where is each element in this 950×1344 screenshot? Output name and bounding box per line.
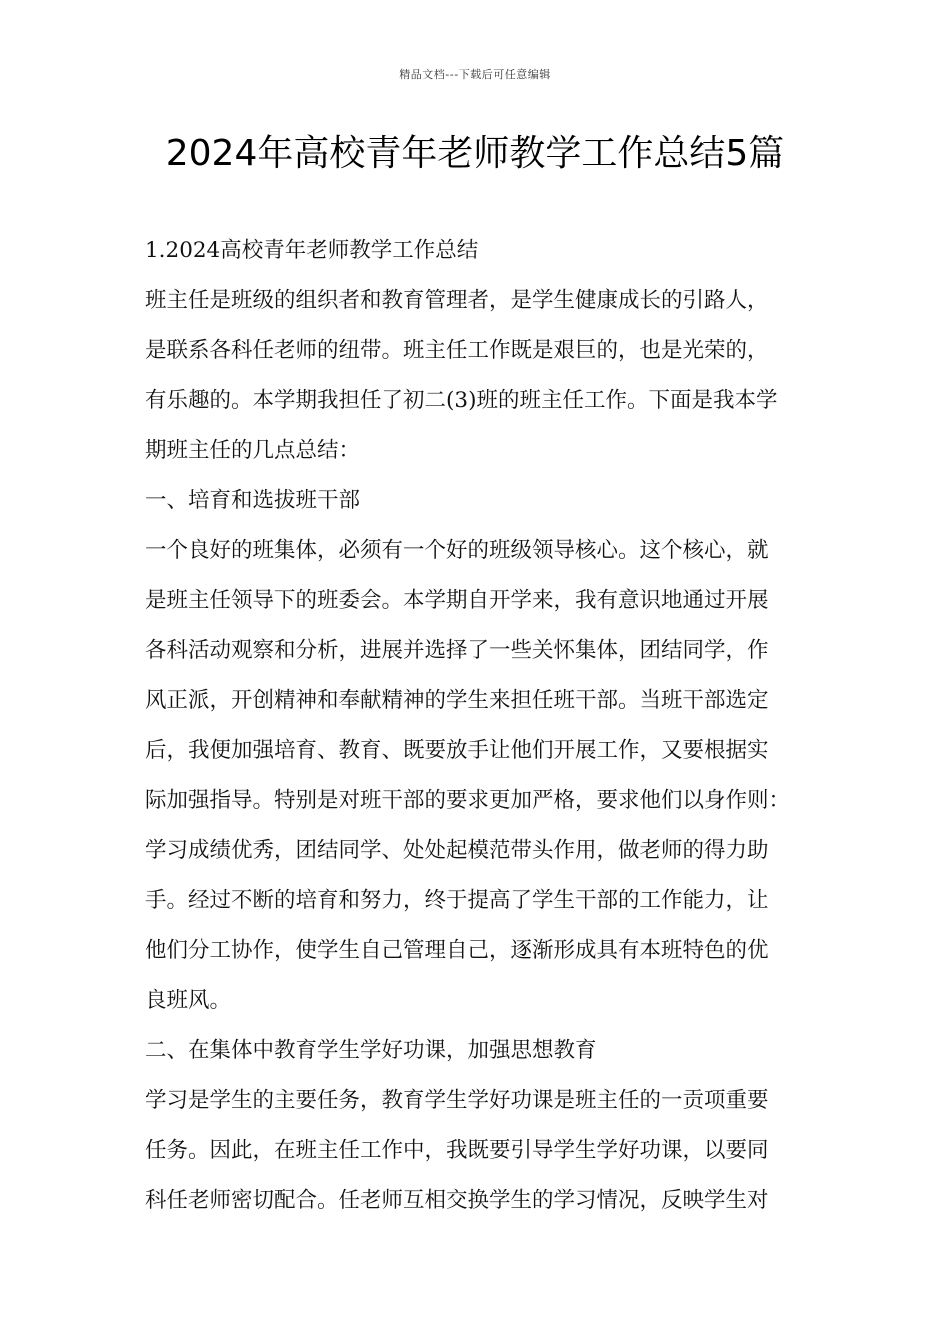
paragraph-line: 任务。因此，在班主任工作中，我既要引导学生学好功课，以要同 — [145, 1138, 769, 1163]
paragraph-line: 手。经过不断的培育和努力，终于提高了学生干部的工作能力，让 — [145, 888, 769, 913]
paragraph-line: 学习是学生的主要任务，教育学生学好功课是班主任的一贡项重要 — [145, 1088, 769, 1113]
paragraph-line: 际加强指导。特别是对班干部的要求更加严格，要求他们以身作则： — [145, 788, 791, 813]
document-body — [145, 226, 807, 1226]
paragraph-line: 是班主任领导下的班委会。本学期自开学来，我有意识地通过开展 — [145, 588, 769, 613]
section-heading: 二、在集体中教育学生学好功课，加强思想教育 — [145, 1038, 597, 1063]
paragraph-line: 各科活动观察和分析，进展并选择了一些关怀集体，团结同学，作 — [145, 638, 769, 663]
paragraph-line: 一个良好的班集体，必须有一个好的班级领导核心。这个核心，就 — [145, 538, 769, 563]
paragraph-line: 班主任是班级的组织者和教育管理者，是学生健康成长的引路人， — [145, 288, 769, 313]
paragraph-line: 学习成绩优秀，团结同学、处处起模范带头作用，做老师的得力助 — [145, 838, 769, 863]
paragraph-line: 有乐趣的。本学期我担任了初二(3)班的班主任工作。下面是我本学 — [145, 388, 778, 413]
document-title: 2024年高校青年老师教学工作总结5篇 — [165, 133, 785, 174]
paragraph-line: 他们分工协作，使学生自己管理自己，逐渐形成具有本班特色的优 — [145, 938, 769, 963]
paragraph-line: 后，我便加强培育、教育、既要放手让他们开展工作，又要根据实 — [145, 738, 769, 763]
header-note: 精品文档---下载后可任意编辑 — [399, 68, 551, 81]
paragraph-line: 良班风。 — [145, 988, 232, 1013]
paragraph-line: 是联系各科任老师的纽带。班主任工作既是艰巨的，也是光荣的， — [145, 338, 769, 363]
section-heading: 1.2024高校青年老师教学工作总结 — [145, 238, 479, 263]
paragraph-line: 期班主任的几点总结： — [145, 438, 361, 463]
paragraph-line: 风正派，开创精神和奉献精神的学生来担任班干部。当班干部选定 — [145, 688, 769, 713]
paragraph-line: 科任老师密切配合。任老师互相交换学生的学习情况，反映学生对 — [145, 1188, 769, 1213]
section-heading: 一、培育和选拔班干部 — [145, 488, 361, 513]
